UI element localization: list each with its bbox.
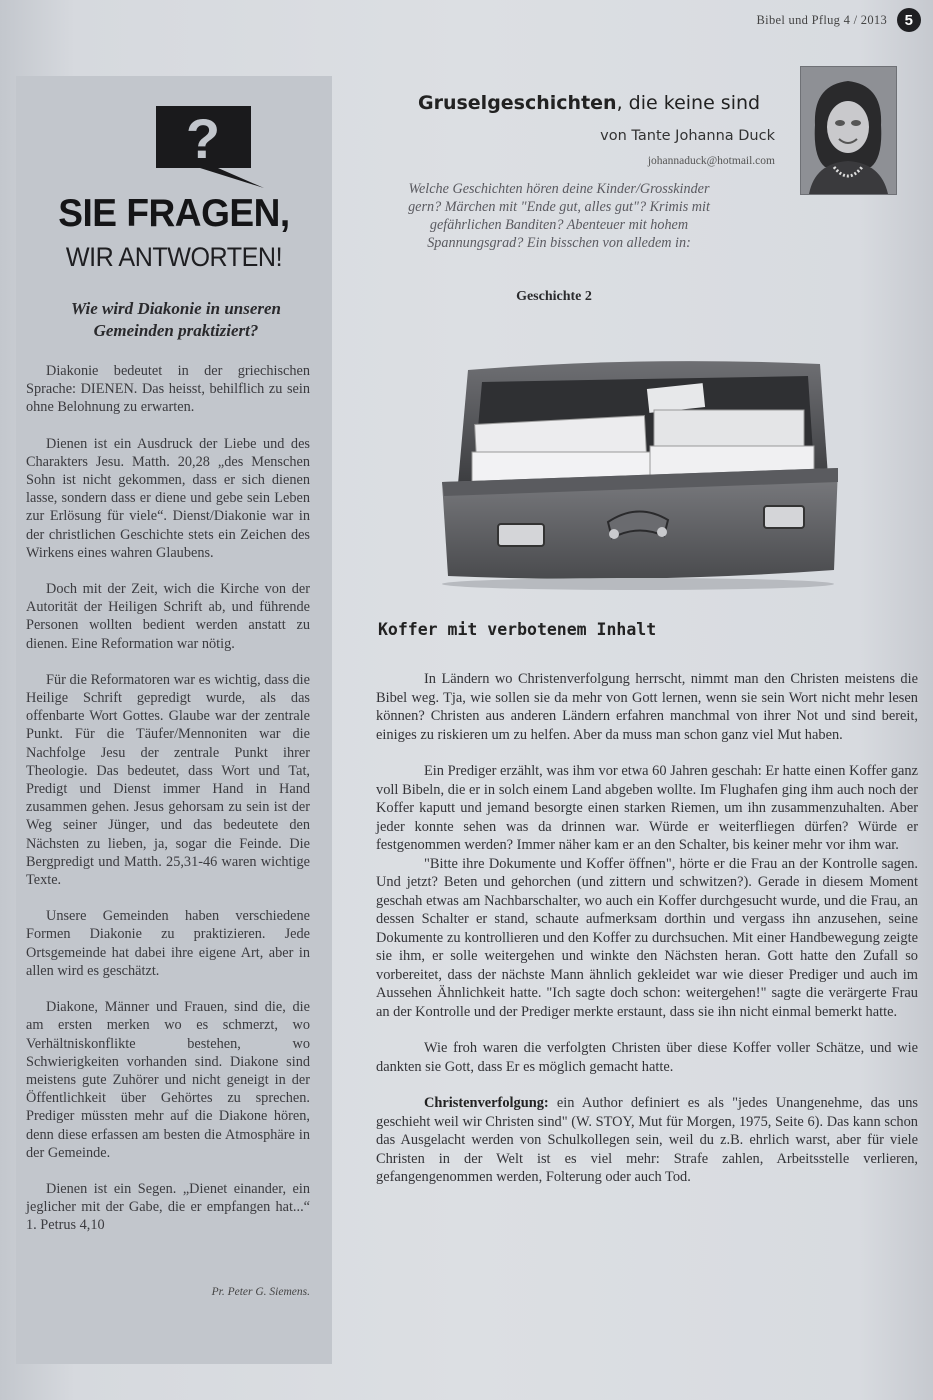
article-intro: Welche Geschichten hören deine Kinder/Grosskinder gern? Märchen mit "Ende gut, alles gut"? Krimis mit gefährlichen Banditen? Abenteuer mit hohem Spannungsgrad? Ein bisschen von alledem in: — [408, 181, 710, 251]
story-heading: Koffer mit verbotenem Inhalt — [378, 620, 657, 639]
sidebar-paragraph: Unsere Gemeinden haben verschiedene Formen Diakonie zu praktizieren. Jede Ortsgemeinde hat dabei ihre eigene Art, aber in allen wird es geschätzt. — [26, 908, 310, 979]
article-paragraph: Wie froh waren die verfolgten Christen über diese Koffer voller Schätze, und wie dankten sie Gott, dass Er es möglich gemacht hatte. — [376, 1040, 918, 1075]
sidebar-subtitle: WIR ANTWORTEN! — [65, 242, 283, 272]
running-title: Bibel und Pflug 4 / 2013 — [756, 12, 887, 27]
article-title-bold: Gruselgeschichten — [418, 92, 617, 114]
sidebar-body — [26, 362, 310, 1253]
speech-bubble-question-icon — [156, 106, 268, 197]
sidebar-question: Wie wird Diakonie in unseren Gemeinden praktiziert? — [70, 299, 282, 340]
definition-paragraph — [376, 1094, 918, 1187]
sidebar-signature: Pr. Peter G. Siemens. — [211, 1286, 310, 1298]
article-title — [418, 92, 760, 114]
sidebar-paragraph: Diakone, Männer und Frauen, sind die, die am ersten merken wo es schmerzt, wo Verhältniskonflikte bestehen, wo Schwierigkeiten vorhanden sind. Diakone sind meistens gute Zuhörer und nicht geneigt in der Öffentlichkeit über Gehörtes zu sprechen. Prediger müssten mehr auf die Diakone hören, denn diese erfassen am besten die Atmosphäre in der Gemeinde. — [26, 999, 310, 1161]
sidebar-title: SIE FRAGEN, — [58, 192, 290, 235]
sidebar-paragraph: Diakonie bedeutet in der griechischen Sprache: DIENEN. Das heisst, behilflich zu sein ohne Belohnung zu erwarten. — [26, 363, 310, 416]
article-paragraph: Ein Prediger erzählt, was ihm vor etwa 60 Jahren geschah: Er hatte einen Koffer ganz voll Bibeln, die er in solch einem Land abgeben wollte. Im Flughafen ging ihm auch noch der Koffer kaputt und jemand besorgte einen starken Riemen, um ihn zusammenzuhalten. Aber jeder konnte sehen was da drinnen war. Würde er weiterfliegen dürfen? Würde er festgenommen werden? Immer näher kam er an den Schalter, bis keiner mehr vor ihm war. — [376, 763, 918, 853]
story-label: Geschichte 2 — [516, 289, 592, 304]
question-mark-glyph: ? — [185, 107, 221, 170]
open-suitcase-with-books-illustration — [428, 356, 848, 597]
author-email: johannaduck@hotmail.com — [647, 155, 775, 167]
article-paragraph: "Bitte ihre Dokumente und Koffer öffnen", hörte er die Frau an der Kontrolle sagen. Und jetzt? Beten und gehorchen (und zittern und schwitzen?). Gerade in diesem Moment geschah etwas am Nachbarschalter, wo auch ein Koffer durchgesucht wurde, und die Frau, an dessen Schalter er stand, schaute aufmerksam dorthin und vergass ihn anzusehen, seine Dokumente zu kontrollieren und den Koffer zu durchsuchen. Mit einer Handbewegung zeigte sie ihm, er solle weitergehen und winkte den Nächsten heran. Gott hatte den Zufall so vorbereitet, dass der nächste Mann ähnlich gekleidet war wie dieser Prediger und auch im Aussehen Ähnlichkeit hatte. "Ich sagte doch schon: weitergehen!" sagte die verärgerte Frau an der Kontrolle und der Prediger merkte erstaunt, dass sie ihn nicht einmal bemerkt hatte. — [376, 855, 918, 1020]
definition-term: Christenverfolgung: — [424, 1095, 549, 1111]
page-number-badge: 5 — [897, 8, 921, 32]
page-header — [757, 8, 921, 32]
article-paragraph: In Ländern wo Christenverfolgung herrscht, nimmt man den Christen meistens die Bibel weg. Tja, wie sollen sie da mehr von Gott lernen, wenn sie sein Wort nicht mehr lesen können? Christen aus anderen Ländern erfahren manchmal von ihrer Not und sind bereit, einiges zu riskieren um zu helfen. Aber da muss man schon ganz viel Mut haben. — [376, 671, 918, 743]
sidebar-paragraph: Dienen ist ein Ausdruck der Liebe und des Charakters Jesu. Matth. 20,28 „des Menschen Sohn ist nicht gekommen, dass er sich dienen lasse, sondern dass er diene und gebe sein Leben zur Erlösung für viele“. Dienst/Diakonie war in der christlichen Geschichte stets ein Zeichen des Wirkens eines wahren Glaubens. — [26, 435, 310, 561]
definition-text: ein Author definiert es als "jedes Unangenehme, das uns geschieht weil wir Christen sind" (W. STOY, Mut für Morgen, 1975, Seite 6). Das kann schon das Ausgelacht werden von Schulkollegen sein, weil du z.B. ehrlich warst, aber für viele Christen in der Welt ist es viel mehr: Strafe zahlen, Arbeitsstelle verlieren, gefangengenommen werden, Folterung oder auch Tod. — [376, 1095, 918, 1185]
sidebar-paragraph: Dienen ist ein Segen. „Dienet einander, ein jeglicher mit der Gabe, die er empfangen hat...“ 1. Petrus 4,10 — [26, 1180, 310, 1234]
sidebar-paragraph: Doch mit der Zeit, wich die Kirche von der Autorität der Heiligen Schrift ab, und führende Personen wollten bedient werden anstatt zu dienen. Eine Reformation war nötig. — [26, 581, 310, 652]
article-author: von Tante Johanna Duck — [600, 128, 775, 144]
article-title-rest: , die keine sind — [616, 92, 761, 114]
author-portrait-photo — [800, 66, 897, 195]
qa-sidebar — [16, 76, 332, 1364]
sidebar-paragraph: Für die Reformatoren war es wichtig, dass die Heilige Schrift gepredigt wurde, als das offenbarte Wort Gottes. Glaube war der zentrale Punkt. Für die Täufer/Mennoniten war die Nachfolge Jesu der zentrale Punkt ihrer Theologie. Das bedeutet, dass Wort und Tat, Predigt und Dienst immer Hand in Hand zusammen gehen. Jesus gehorsam zu sein ist der Weg seiner Jünger, und das bedeutete den Nächsten zu lieben, ja, sogar die Feinde. Die Bergpredigt und Matth. 25,31-46 waren wichtige Texte. — [26, 671, 310, 889]
article-body — [376, 670, 918, 1205]
